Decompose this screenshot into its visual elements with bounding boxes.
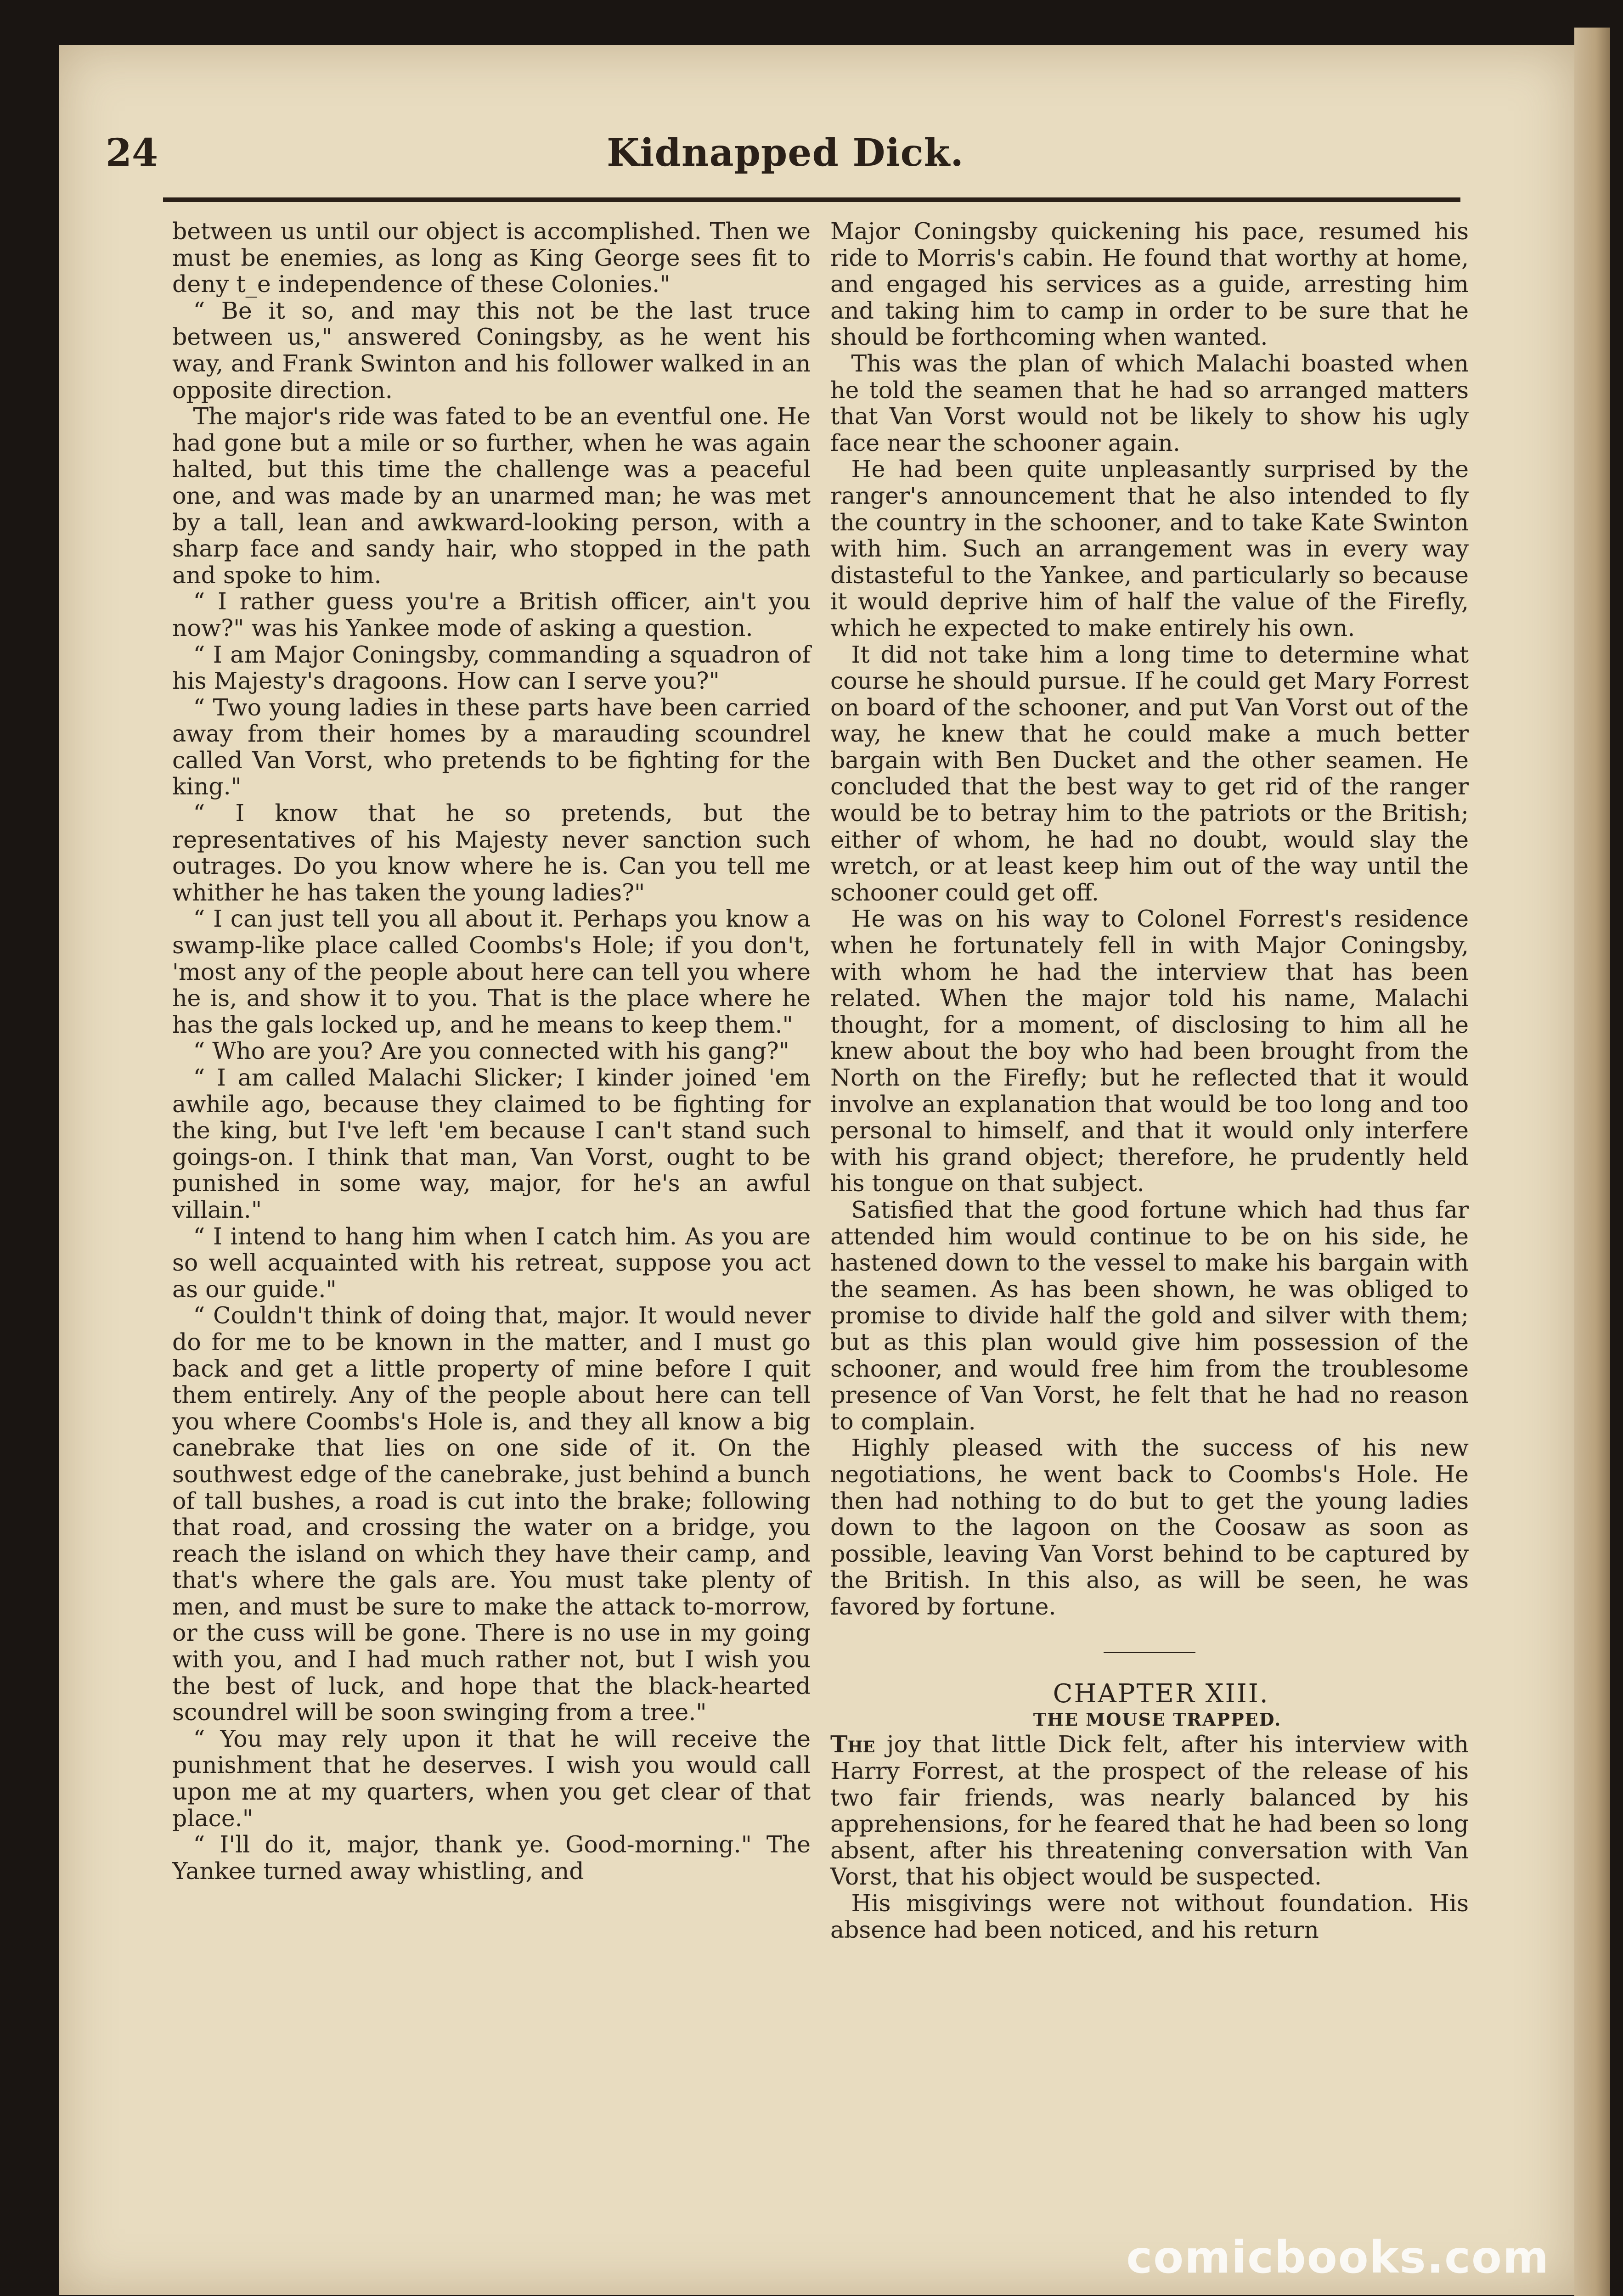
chapter-subtitle: THE MOUSE TRAPPED. [1033, 1709, 1282, 1730]
paragraph: “ You may rely upon it that he will receive the punishment that he deserves. I wish you would call upon me at my quarters, when you get clear of that place." [172, 1725, 811, 1832]
text-column-right [830, 218, 1469, 1943]
paragraph: It did not take him a long time to determine what course he should pursue. If he could get Mary Forrest on board of the schooner, and put Van Vorst out of the way, he knew that he could make a much better bargain with Ben Ducket and the other seamen. He concluded that the best way to get rid of the ranger would be to betray him to the patriots or the British; either of whom, he had no doubt, would slay the wretch, or at least keep him out of the way until the schooner could get off. [830, 641, 1469, 906]
paragraph: “ Couldn't think of doing that, major. It would never do for me to be known in the matter, and I must go back and get a little property of mine before I quit them entirely. Any of the people about here can tell you where Coombs's Hole is, and they all know a big canebrake that lies on one side of it. On the southwest edge of the canebrake, just behind a bunch of tall bushes, a road is cut into the brake; following that road, and crossing the water on a bridge, you reach the island on which they have their camp, and that's where the gals are. You must take plenty of men, and must be sure to make the attack to-morrow, or the cuss will be gone. There is no use in my going with you, and I had much rather not, but I wish you the best of luck, and hope that the black-hearted scoundrel will be soon swinging from a tree." [172, 1302, 811, 1726]
paragraph: His misgivings were not without foundation. His absence had been noticed, and his return [830, 1890, 1469, 1943]
paragraph: Satisfied that the good fortune which had thus far attended him would continue to be on his side, he hastened down to the vessel to make his bargain with the seamen. As has been shown, he was obliged to promise to divide half the gold and silver with them; but as this plan would give him possession of the schooner, and would free him from the troublesome presence of Van Vorst, he felt that he had no reason to complain. [830, 1196, 1469, 1435]
paragraph: Major Coningsby quickening his pace, resumed his ride to Morris's cabin. He found that worthy at home, and engaged his services as a guide, arresting him and taking him to camp in order to be sure that he should be forthcoming when wanted. [830, 218, 1469, 351]
page-spine-edge [1574, 28, 1610, 2296]
header-rule [163, 197, 1460, 202]
running-head [106, 131, 1465, 191]
chapter-title: CHAPTER XIII. [1053, 1679, 1269, 1709]
chapter-lead-word: The [830, 1731, 875, 1758]
paragraph: “ I am Major Coningsby, commanding a squadron of his Majesty's dragoons. How can I serve you?" [172, 641, 811, 695]
paragraph: He had been quite unpleasantly surprised by the ranger's announcement that he also intended to fly the country in the schooner, and to take Kate Swinton with him. Such an arrangement was in every way distasteful to the Yankee, and particularly so because it would deprive him of half the value of the Firefly, which he expected to make entirely his own. [830, 456, 1469, 642]
paragraph: “ I can just tell you all about it. Perhaps you know a swamp-like place called Coombs's Hole; if you don't, 'most any of the people about here can tell you where he is, and show it to you. That is the place where he has the gals locked up, and he means to keep them." [172, 905, 811, 1038]
paragraph: This was the plan of which Malachi boasted when he told the seamen that he had so arranged matters that Van Vorst would not be likely to show his ugly face near the schooner again. [830, 349, 1469, 456]
paragraph: “ I'll do it, major, thank ye. Good-morning." The Yankee turned away whistling, and [172, 1831, 811, 1885]
paragraph: between us until our object is accomplished. Then we must be enemies, as long as King George sees fit to deny t_e independence of these Colonies." [172, 218, 811, 298]
paragraph: “ Two young ladies in these parts have been carried away from their homes by a marauding scoundrel called Van Vorst, who pretends to be fighting for the king." [172, 693, 811, 800]
paragraph: He was on his way to Colonel Forrest's residence when he fortunately fell in with Major Coningsby, with whom he had the interview that has been related. When the major told his name, Malachi thought, for a moment, of disclosing to him all he knew about the boy who had been brought from the North on the Firefly; but he reflected that it would involve an explanation that would be too long and too personal to himself, and that it would only interfere with his grand object; therefore, he prudently held his tongue on that subject. [830, 905, 1469, 1197]
chapter-opening-paragraph [830, 1731, 1469, 1890]
chapter-opening-text: joy that little Dick felt, after his interview with Harry Forrest, at the prospect of the release of his two fair friends, was nearly balanced by his apprehensions, for he feared that he had been so long absent, after his threatening conversation with Van Vorst, that his object would be suspected. [830, 1731, 1469, 1891]
page-number: 24 [106, 131, 158, 175]
paragraph: “ I am called Malachi Slicker; I kinder joined 'em awhile ago, because they claimed to be fighting for the king, but I've left 'em because I can't stand such goings-on. I think that man, Van Vorst, ought to be punished in some way, major, for he's an awful villain." [172, 1064, 811, 1223]
running-title: Kidnapped Dick. [607, 131, 964, 175]
paragraph: The major's ride was fated to be an eventful one. He had gone but a mile or so further, when he was again halted, but this time the challenge was a peaceful one, and was made by an unarmed man; he was met by a tall, lean and awkward-looking person, with a sharp face and sandy hair, who stopped in the path and spoke to him. [172, 403, 811, 589]
text-column-left [172, 218, 811, 1884]
paragraph: “ I rather guess you're a British officer, ain't you now?" was his Yankee mode of asking a question. [172, 588, 811, 642]
paragraph: “ I know that he so pretends, but the representatives of his Majesty never sanction such outrages. Do you know where he is. Can you tell me whither he has taken the young ladies?" [172, 799, 811, 906]
chapter-divider [1104, 1652, 1195, 1653]
watermark: comicbooks.com [1126, 2232, 1550, 2283]
paragraph: “ Who are you? Are you connected with his gang?" [193, 1037, 789, 1065]
chapter-heading [830, 1652, 1469, 1731]
paragraph: “ Be it so, and may this not be the last truce between us," answered Coningsby, as he went his way, and Frank Swinton and his follower walked in an opposite direction. [172, 297, 811, 404]
paragraph: “ I intend to hang him when I catch him. As you are so well acquainted with his retreat, suppose you act as our guide." [172, 1222, 811, 1303]
paragraph: Highly pleased with the success of his new negotiations, he went back to Coombs's Hole. He then had nothing to do but to get the young ladies down to the lagoon on the Coosaw as soon as possible, leaving Van Vorst behind to be captured by the British. In this also, as will be seen, he was favored by fortune. [830, 1434, 1469, 1620]
